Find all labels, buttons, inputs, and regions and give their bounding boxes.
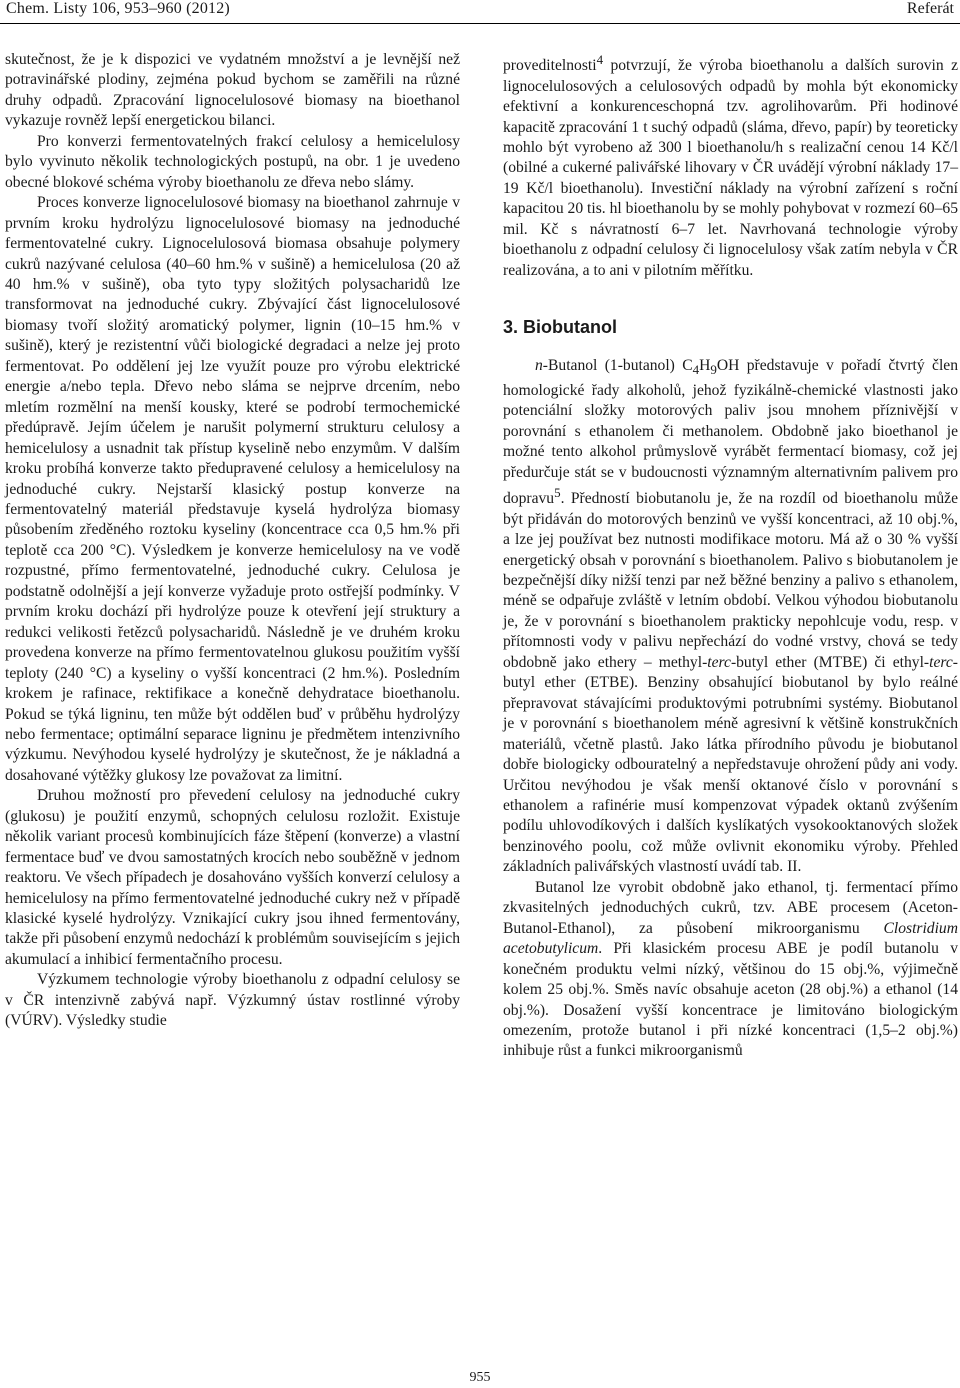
- section-label: Referát: [906, 0, 954, 17]
- reference-mark: 5: [554, 485, 561, 500]
- paragraph: n-Butanol (1-butanol) $C_4H_9OH$ představuje v pořadí čtvrtý člen homologické řady alkoholů, jehož fyzikálně-chemické vlastnosti jako potenciální složky motorových paliv jsou mnohem příznivější v porovnání s ethanolem či methanolem. Obdobně jako bioethanol je možné tento alkohol průmyslově vyrábět fermentací biomasy, což jej předurčuje stát se v budoucnosti významným alternativním palivem pro dopravu$^5$. Předností biobutanolu je, že na rozdíl od bioethanolu může být přidáván do motorových benzinů ve vyšší koncentraci, až 10 obj.%, a lze jej používat bez nutnosti modifikace motoru. Má až o 30 % vyšší energetický obsah v porovnání s bioethanolem. Palivo s biobutanolem je bezpečnější díky nižší tenzi par než běžné benziny a palivo s ethanolem, méně se odpařuje zvláště v letním období. Velkou výhodou biobutanolu je, že v porovnání s bioethanolem prakticky nepohlcuje vodu, resp. v přítomnosti vody v palivu nepřechází do vodné vrstvy, chová se tedy obdobně jako ethery – methyl-terc-butyl ether (MTBE) či ethyl-terc-butyl ether (ETBE). Benziny obsahující biobutanol by bylo reálné přepravovat stávajícími produktovými potrubními systémy. Biobutanol je v porovnání s bioethanolem méně agresivní k většině konstrukčních materiálů, včetně plastů. Jako látka přírodního původu je biobutanol dobře biologicky odbouratelný a nepředstavuje ohrožení půdy ani vody. Určitou nevýhodou je však menší oktanové číslo v porovnání s ethanolem a rafinérie musí kompenzovat výpadek oktanů zvýšením podílu uhlovodíkových i dalších kyslíkatých vysokooktanových složek benzinového poolu, což může ovlivnit ekonomiku výroby. Přehled základních palivářských vlastností uvádí tab. II.: [503, 357, 959, 876]
- paragraph: Druhou možností pro převedení celulosy na jednoduché cukry (glukosu) je použití enzymů, schopných celulosu rozložit. Existuje několik variant procesů kombinujících fáze štěpení (konverze) a vlastní fermentace buď ve dvou samostatných krocích nebo souběžně v jednom reaktoru. Ve všech případech je dosahováno vyšších konverzí celulosy a hemicelulosy na přímo fermentovatelné jednoduché cukry než v případě klasické kyselé hydrolýzy. Vznikající cukry jsou ihned fermentovány, takže při působení enzymů nedochází k problémům souvisejícím s jejich akumulací a inhibicí fermentačního procesu.: [5, 787, 460, 968]
- header-rule: [0, 23, 960, 24]
- section-heading: 3. Biobutanol: [503, 317, 617, 338]
- page-header: [0, 0, 960, 22]
- page-number: 955: [469, 1370, 491, 1385]
- right-column: [503, 50, 958, 1062]
- paragraph: proveditelnosti$^4$ potvrzují, že výroba bioethanolu a dalších surovin z lignocelulosových a celulosových odpadů by mohla být ekonomicky efektivní a konkurenceschopná tzv. agrolihovarům. Při hodinové kapacitě zpracování 1 t suchý odpadů (sláma, dřevo, papír) by teoreticky mohlo být vyrobeno až 300 l bioethanolu/h s realizační cenou 14 Kč/l (obilné a cukerné palivářské lihovary v ČR uvádějí výrobní náklady 17–19 Kč/l bioethanolu). Investiční náklady na výrobní zařízení s roční kapacitou 20 tis. hl bioethanolu by se mohly pohybovat v rozmezí 60–65 mil. Kč s návratností 6–7 let. Navrhovaná technologie výroby bioethanolu z odpadní celulosy či lignocelulosy však zatím nebyla v ČR realizována, a to ani v pilotním měřítku.: [503, 52, 958, 279]
- paragraph: Butanol lze vyrobit obdobně jako ethanol, tj. fermentací přímo zkvasitelných jednoduchých cukrů, tzv. ABE procesem (Aceton-Butanol-Ethanol), za působení mikroorganismu Clostridium acetobutylicum. Při klasickém procesu ABE je podíl butanolu v konečném produktu velmi nízký, většinou do 15 obj.%, výjimečně kolem 25 obj.%. Směs navíc obsahuje aceton (28 obj.%) a ethanol (14 obj.%). Dosažení vyšší koncentrace je limitováno biologickým omezením, protože butanol i při nízké koncentraci (1,5–2 obj.%) inhibuje růst a funkci mikroorganismů: [503, 878, 958, 1060]
- paragraph: Proces konverze lignocelulosové biomasy na bioethanol zahrnuje v prvním kroku hydrolýzu lignocelulosové biomasy na jednoduché fermentovatelné cukry. Lignocelulosová biomasa obsahuje polymery cukrů nazývané celulosa (40–60 hm.% v sušině) a hemicelulosa (20 až 40 hm.% v sušině), oba tyto typy složitých polysacharidů lze transformovat na jednoduché cukry. Zbývající část lignocelulosové biomasy tvoří složitý aromatický polymer, lignin (10–15 hm.% v sušině), který je rezistentní vůči biologické degradaci a nelze jej proto fermentovat. Po oddělení jej lze využít pouze pro výrobu elektrické energie a/nebo tepla. Dřevo nebo sláma se nejprve drcením, nebo mletím rozmělní na menší kousky, které se podrobí termochemické předúpravě. Jejím účelem je narušit polymerní strukturu celulosy a hemicelulosy a usnadnit tak přístup kyselině nebo enzymům. V dalším kroku probíhá konverze takto předupravené celulosy a hemicelulosy na jednoduché cukry. Nejstarší klasický postup konverze na fermentovatelný materiál představuje kyselá hydrolýza biomasy působením zředěného roztoku kyseliny (koncentrace cca 0,5 hm.% při teplotě cca 200 °C). Výsledkem je konverze hemicelulosy na ve vodě rozpustné, přímo fermentovatelné, jednoduché cukry. Celulosa je podstatně odolnější a její konverze vyžaduje proto ostřejší podmínky. V prvním kroku dochází při hydrolýze pouze k otevření její struktury a redukci velikosti řetězců polysacharidů. Následně je ve druhém kroku provedena konverze na přímo fermentovatelnou glukosu použitím vyšší teploty (240 °C) a kyseliny o vyšší koncentraci (2 hm.%). Posledním krokem je rafinace, rektifikace a konečně dehydratace bioethanolu. Pokud se týká ligninu, ten může být oddělen buď v průběhu hydrolýzy nebo fermentace; optimální separace ligninu je předmětem intenzivního výzkumu. Nevýhodou kyselé hydrolýzy je skutečnost, že je nákladná a dosahované výtěžky glukosy lze považovat za limitní.: [5, 194, 460, 784]
- left-column: [5, 50, 460, 1032]
- paragraph: skutečnost, že je k dispozici ve vydatném množství a je levnější než potravinářské plodiny, zejména pokud bychom se zaměřili na různé druhy odpadů. Zpracování lignocelulosové biomasy na bioethanol vykazuje rovněž lepší energetickou bilanci.: [5, 51, 460, 130]
- paragraph: Pro konverzi fermentovatelných frakcí celulosy a hemicelulosy bylo vyvinuto několik technologických postupů, na obr. 1 je uvedeno obecné blokové schéma výroby bioethanolu ze dřeva nebo slámy.: [5, 132, 460, 191]
- reference-mark: 4: [596, 52, 604, 67]
- journal-citation: Chem. Listy 106, 953–960 (2012): [6, 0, 230, 17]
- organism-name: Clostridium acetobutylicum: [503, 919, 958, 958]
- paragraph: Výzkumem technologie výroby bioethanolu z odpadní celulosy se v ČR intenzivně zabývá např. Výzkumný ústav rostlinné výroby (VÚRV). Výsledky studie: [5, 971, 460, 1030]
